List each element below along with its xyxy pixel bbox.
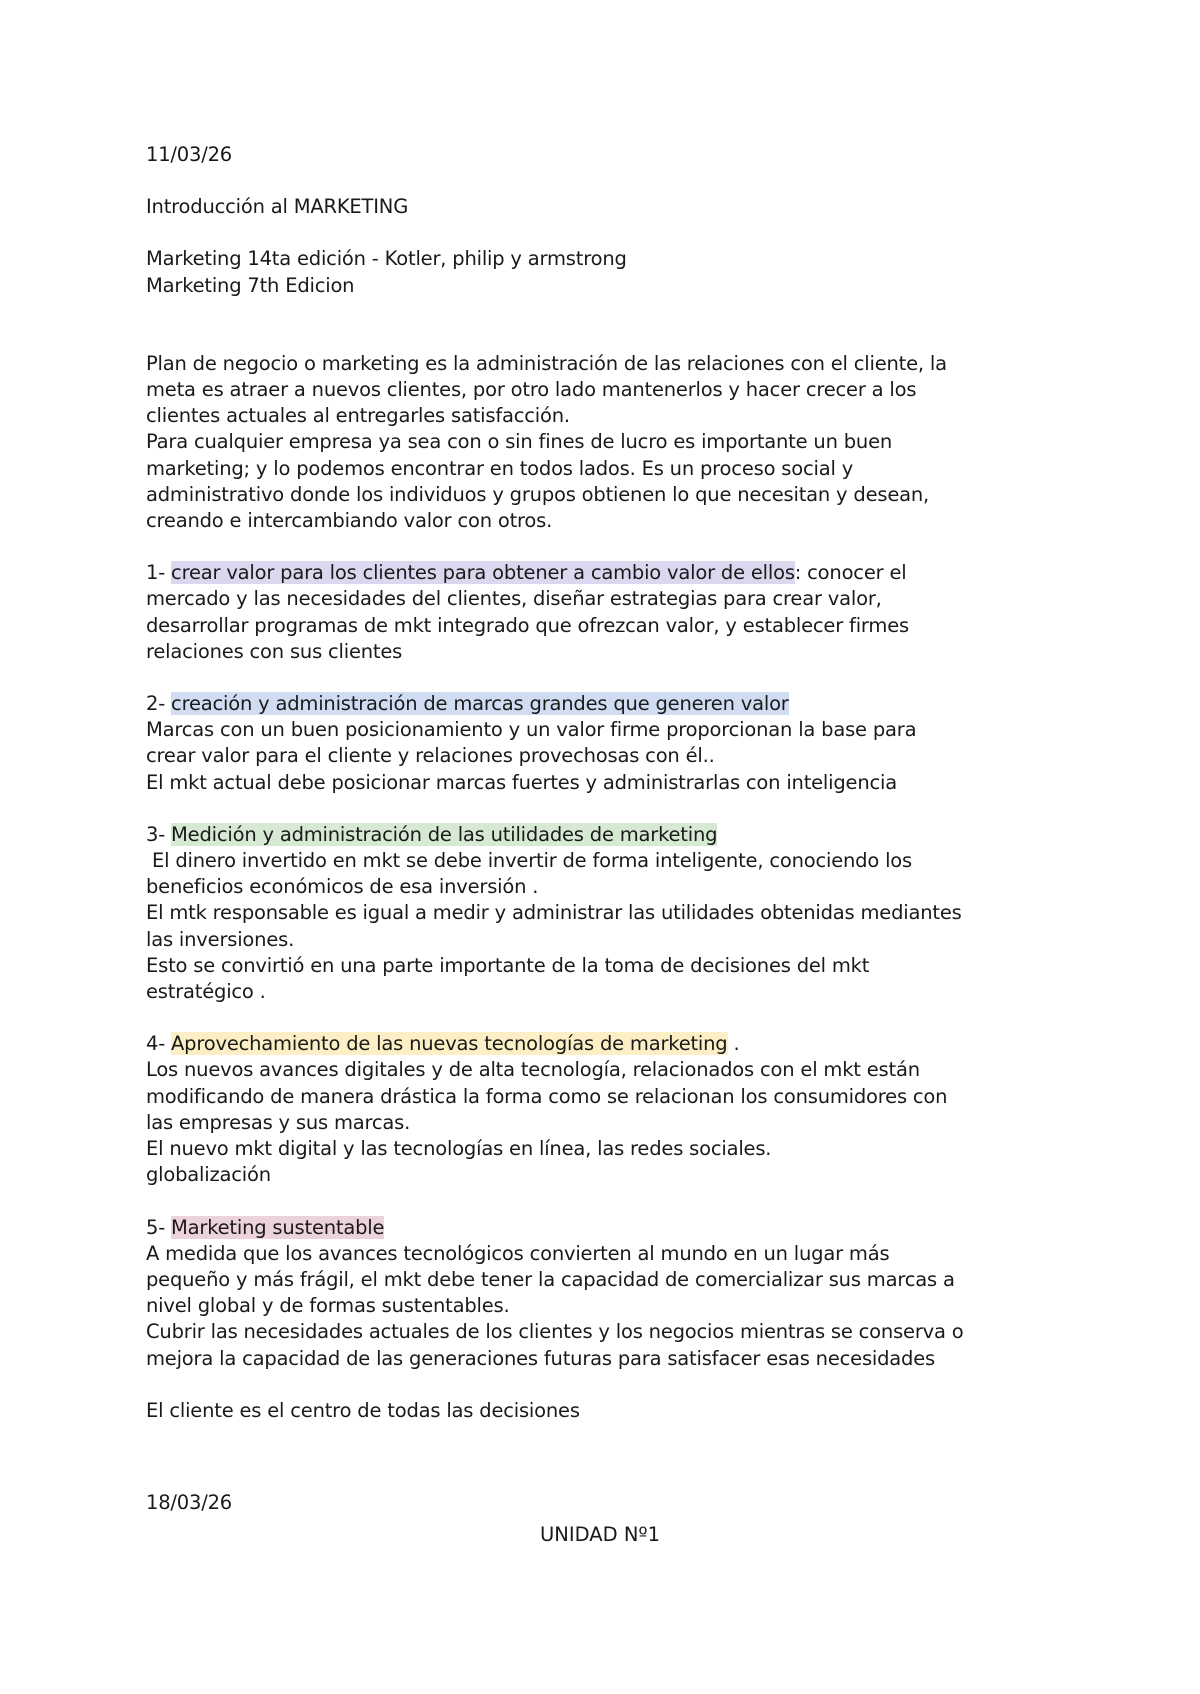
text-line: administrativo donde los individuos y grupos obtienen lo que necesitan y desean, <box>146 482 930 506</box>
section-heading <box>146 1031 1066 1057</box>
text-line: las inversiones. <box>146 927 295 951</box>
text-line: meta es atraer a nuevos clientes, por otro lado mantenerlos y hacer crecer a los <box>146 378 917 402</box>
text-line: Para cualquier empresa ya sea con o sin fines de lucro es importante un buen <box>146 430 893 454</box>
reference-line: Marketing 14ta edición - Kotler, philip y armstrong <box>146 247 627 271</box>
text-line: las empresas y sus marcas. <box>146 1110 411 1134</box>
section-5 <box>146 1215 1066 1372</box>
section-2 <box>146 691 1066 796</box>
text-line: mejora la capacidad de las generaciones futuras para satisfacer esas necesidades <box>146 1346 935 1370</box>
conclusion-line: El cliente es el centro de todas las decisiones <box>146 1398 580 1422</box>
section-number: 3- <box>146 822 172 846</box>
highlighted-title: Aprovechamiento de las nuevas tecnologías de marketing <box>171 1032 728 1056</box>
section-heading <box>146 560 1066 586</box>
section-number: 1- <box>146 561 172 585</box>
reference-line: Marketing 7th Edicion <box>146 273 355 297</box>
section-number: 4- <box>146 1032 172 1056</box>
text-line: Esto se convirtió en una parte importante de la toma de decisiones del mkt <box>146 953 870 977</box>
text-line: Marcas con un buen posicionamiento y un valor firme proporcionan la base para <box>146 718 917 742</box>
text-line: relaciones con sus clientes <box>146 639 403 663</box>
section-number: 2- <box>146 692 172 716</box>
text-line: beneficios económicos de esa inversión . <box>146 875 539 899</box>
heading-continuation: : conocer el <box>794 561 907 585</box>
text-line: Cubrir las necesidades actuales de los clientes y los negocios mientras se conserva o <box>146 1320 964 1344</box>
section-3 <box>146 822 1066 1005</box>
highlighted-title: crear valor para los clientes para obtener a cambio valor de ellos <box>171 561 795 585</box>
text-line: modificando de manera drástica la forma como se relacionan los consumidores con <box>146 1084 948 1108</box>
page-title: Introducción al MARKETING <box>146 195 409 219</box>
highlighted-title: Marketing sustentable <box>171 1215 385 1239</box>
heading-continuation: . <box>727 1032 740 1056</box>
text-line: A medida que los avances tecnológicos convierten al mundo en un lugar más <box>146 1241 890 1265</box>
text-line: El dinero invertido en mkt se debe invertir de forma inteligente, conociendo los <box>146 849 912 873</box>
text-line: pequeño y más frágil, el mkt debe tener la capacidad de comercializar sus marcas a <box>146 1267 955 1291</box>
text-line: nivel global y de formas sustentables. <box>146 1294 510 1318</box>
date-heading: 18/03/26 <box>146 1490 232 1514</box>
text-line: clientes actuales al entregarles satisfacción. <box>146 404 570 428</box>
section-heading <box>146 1215 1066 1241</box>
section-heading <box>146 822 1066 848</box>
date-heading: 11/03/26 <box>146 143 232 166</box>
text-line: crear valor para el cliente y relaciones provechosas con él.. <box>146 744 715 768</box>
highlighted-title: Medición y administración de las utilidades de marketing <box>171 822 718 846</box>
highlighted-title: creación y administración de marcas grandes que generen valor <box>171 692 789 716</box>
unit-title: UNIDAD Nº1 <box>539 1523 661 1546</box>
text-line: Los nuevos avances digitales y de alta tecnología, relacionados con el mkt están <box>146 1058 920 1082</box>
intro-paragraph <box>146 351 1066 534</box>
text-line: creando e intercambiando valor con otros. <box>146 509 553 533</box>
text-line: marketing; y lo podemos encontrar en todos lados. Es un proceso social y <box>146 456 854 480</box>
text-line: mercado y las necesidades del clientes, diseñar estrategias para crear valor, <box>146 587 882 611</box>
text-line: El mkt actual debe posicionar marcas fuertes y administrarlas con inteligencia <box>146 770 897 794</box>
section-4 <box>146 1031 1066 1188</box>
section-1 <box>146 560 1066 665</box>
section-heading <box>146 691 1066 717</box>
text-line: estratégico . <box>146 980 266 1004</box>
document-body <box>146 142 1066 1516</box>
text-line: desarrollar programas de mkt integrado que ofrezcan valor, y establecer firmes <box>146 613 909 637</box>
text-line: El nuevo mkt digital y las tecnologías en línea, las redes sociales. <box>146 1137 772 1161</box>
text-line: globalización <box>146 1163 271 1187</box>
text-line: Plan de negocio o marketing es la administración de las relaciones con el cliente, la <box>146 351 947 375</box>
text-line: El mtk responsable es igual a medir y administrar las utilidades obtenidas mediantes <box>146 901 962 925</box>
section-number: 5- <box>146 1215 172 1239</box>
